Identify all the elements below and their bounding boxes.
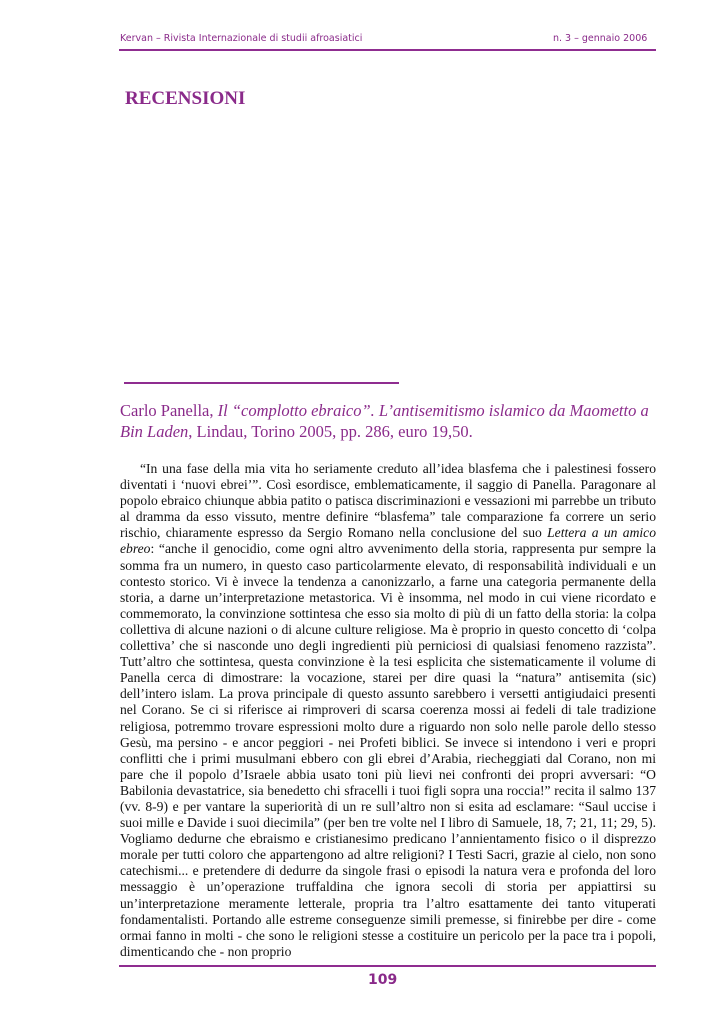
footer-rule xyxy=(119,965,656,967)
review-paragraph xyxy=(120,461,656,960)
cited-book-title: Lettera a un amico ebreo xyxy=(120,525,656,557)
review-text-part2: : “anche il genocidio, come ogni altro avvenimento della storia, rappresenta pur sempre la somma fra un numero, in questo caso particolarmente elevato, di responsabilità individuali e un contesto storico. Vi è invece la tendenza a canonizzarlo, a farne una categoria permanente della storia, a darne un’interpretazione metastorica. Vi è insomma, nel modo in cui viene ricordato e commemorato, la convinzione sottintesa che esso sia molto di più di un fatto della storia: la colpa collettiva di alcune nazioni o di alcune culture religiose. Ma è proprio in questo concetto di ‘colpa collettiva’ che si nasconde uno degli ingredienti più perniciosi di qualsiasi fenomeno razzista”. Tutt’altro che sottintesa, questa convinzione è la tesi esplicita che sistematicamente il volume di Panella cerca di dimostrare: la vocazione, starei per dire quasi la “natura” antisemita (sic) dell’intero islam. La prova principale di questo assunto sarebbero i versetti antigiudaici presenti nel Corano. Se ci si riferisce ai rimproveri di scarsa coerenza mossi ai fedeli di tale tradizione religiosa, potremmo trovare espressioni molto dure a riguardo non solo nelle parole dello stesso Gesù, ma persino - e ancor peggiori - nei Profeti biblici. Se invece si intendono i veri e propri conflitti che i primi musulmani ebbero con gli ebrei d’Arabia, riecheggiati dal Corano, non mi pare che il popolo d’Israele abbia usato toni più lievi nei confronti dei propri avversari: “O Babilonia devastatrice, sia benedetto chi sfracelli i tuoi figli sopra una roccia!” recita il salmo 137 (vv. 8-9) e per vantare la superiorità di un re sull’altro non si esita ad esclamare: “Saul uccise i suoi mille e Davide i suoi diecimila” (per ben tre volte nel I libro di Samuele, 18, 7; 21, 11; 29, 5). Vogliamo dedurne che ebraismo e cristianesimo predicano l’annientamento fisico o il disprezzo morale per tutti coloro che appartengono ad altre religioni? I Testi Sacri, grazie al cielo, non sono catechismi... e pretendere di dedurre da singole frasi o episodi la natura vera e profonda del loro messaggio è un’operazione truffaldina che ignora secoli di storia per appiattirsi su un’interpretazione meramente letterale, propria tra l’altro esattamente dei tanto vituperati fondamentalisti. Portando alle estreme conseguenze simili premesse, si finirebbe per dire - come ormai fanno in molti - che sono le religioni stesse a costituire un pericolo per la pace tra i popoli, dimenticando che - non proprio xyxy=(120,541,656,959)
page-number: 109 xyxy=(368,972,398,988)
reference-title: Il “complotto ebraico”. L’antisemitismo islamico da Maometto a Bin Laden xyxy=(120,401,649,441)
review-text-part1: “In una fase della mia vita ho seriamente creduto all’idea blasfema che i palestinesi fossero diventati i ‘nuovi ebrei’”. Così esordisce, emblematicamente, il saggio di Panella. Paragonare al popolo ebraico chiunque abbia patito o patisca discriminazioni e vessazioni mi parrebbe un tributo al dramma da esso vissuto, mentre definire “blasfema” tale comparazione fa correre un serio rischio, chiaramente espresso da Sergio Romano nella conclusione del suo xyxy=(120,461,656,541)
header-rule xyxy=(119,49,656,51)
reference-author: Carlo Panella, xyxy=(120,401,218,420)
review-body xyxy=(120,461,656,960)
section-title: RECENSIONI xyxy=(125,88,246,109)
reference-publication: , Lindau, Torino 2005, pp. 286, euro 19,50. xyxy=(188,422,473,441)
reference-rule xyxy=(124,382,399,384)
journal-title: Kervan – Rivista Internazionale di studii afroasiatici xyxy=(120,33,363,44)
book-reference xyxy=(120,400,656,442)
issue-info: n. 3 – gennaio 2006 xyxy=(553,33,648,44)
